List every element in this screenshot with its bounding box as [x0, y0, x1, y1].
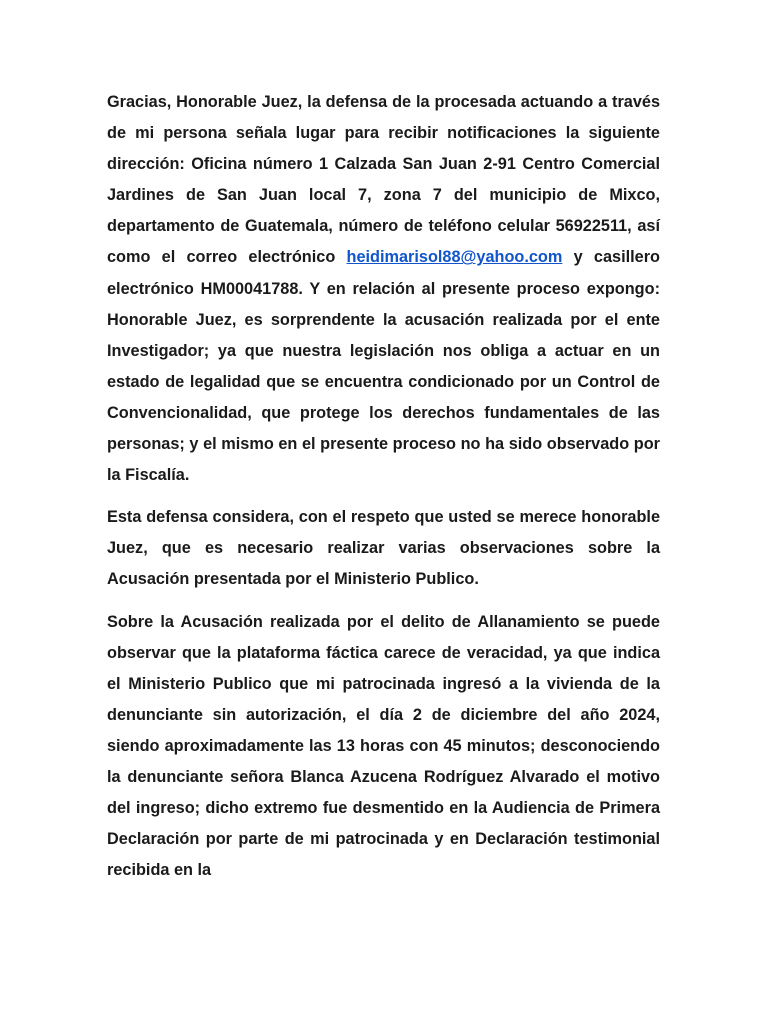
document-body — [107, 87, 660, 897]
paragraph-1-text-after-link: y casillero electrónico HM00041788. Y en relación al presente proceso expongo: Honorable Juez, es sorprendente la acusación realizada por el ente Investigador; ya que nuestra legislación nos obliga a actuar en un estado de legalidad que se encuentra condicionado por un Control de Convencionalidad, que protege los derechos fundamentales de las personas; y el mismo en el presente proceso no ha sido observado por la Fiscalía. — [107, 248, 660, 485]
paragraph-allanamiento: Sobre la Acusación realizada por el delito de Allanamiento se puede observar que la plataforma fáctica carece de veracidad, ya que indica el Ministerio Publico que mi patrocinada ingresó a la vivienda de la denunciante sin autorización, el día 2 de diciembre del año 2024, siendo aproximadamente las 13 horas con 45 minutos; desconociendo la denunciante señora Blanca Azucena Rodríguez Alvarado el motivo del ingreso; dicho extremo fue desmentido en la Audiencia de Primera Declaración por parte de mi patrocinada y en Declaración testimonial recibida en la — [107, 612, 660, 880]
email-link[interactable]: heidimarisol88@yahoo.com — [346, 248, 563, 267]
paragraph-notifications — [107, 87, 660, 491]
paragraph-1-text-before-link: Gracias, Honorable Juez, la defensa de la procesada actuando a través de mi persona señala lugar para recibir notificaciones la siguiente dirección: Oficina número 1 Calzada San Juan 2-91 Centro Comercial Jardines de San Juan local 7, zona 7 del municipio de Mixco, departamento de Guatemala, número de teléfono celular 56922511, así como el correo electrónico — [107, 93, 660, 267]
paragraph-observations: Esta defensa considera, con el respeto que usted se merece honorable Juez, que es necesario realizar varias observaciones sobre la Acusación presentada por el Ministerio Publico. — [107, 508, 660, 589]
